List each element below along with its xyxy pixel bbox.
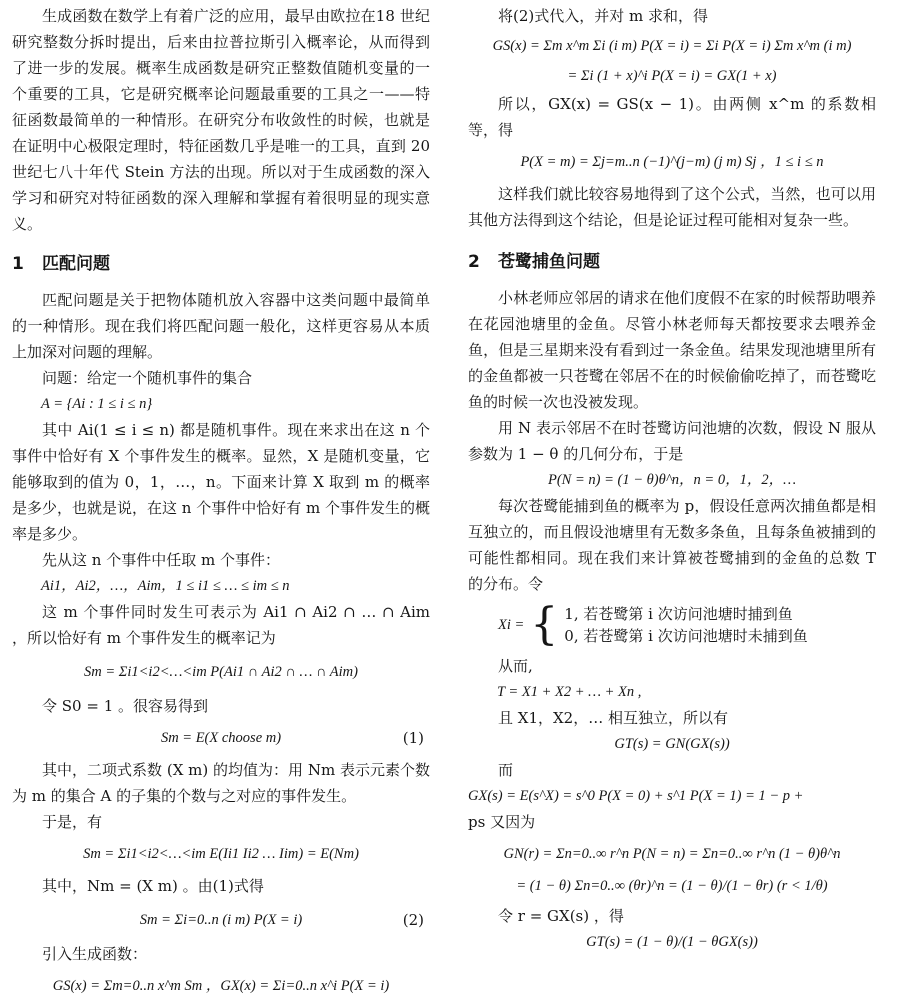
equation: Sm = Σi=0..n (i m) P(X = i)	[139, 912, 303, 928]
equation: GN(r) = Σn=0..∞ r^n P(N = n) = Σn=0..∞ r^n (1 − θ)θ^n	[503, 846, 841, 862]
equation-line	[12, 907, 430, 933]
paragraph: 小林老师应邻居的请求在他们度假不在家的时候帮助喂养在花园池塘里的金鱼。尽管小林老师每天都按要求去喂养金鱼，但是三星期来没有看到过一条金鱼。结果发现池塘里所有的金鱼都被一只苍鹭在邻居不在的时候偷偷吃掉了，而苍鹭吃鱼的时候一次也没被发现。	[468, 289, 876, 411]
equation: Sm = Σi1<i2<…<im E(Ii1 Ii2 … Iim) = E(Nm)	[83, 846, 359, 862]
equation: GS(x) = Σm=0..n x^m Sm ，GX(x) = Σi=0..n x^i P(X = i)	[52, 978, 390, 994]
equation: P(N = n) = (1 − θ)θ^n，n = 0，1，2，…	[548, 472, 796, 488]
paragraph: 从而,	[498, 657, 533, 675]
paragraph: 这样我们就比较容易地得到了这个公式，当然，也可以用其他方法得到这个结论，但是论证过程可能相对复杂一些。	[468, 185, 876, 229]
paragraph: 其中 Ai(1 ≤ i ≤ n) 都是随机事件。现在来求出在这 n 个事件中恰好有 X 个事件发生的概率。显然，X 是随机变量，它能够取到的值为 0，1，…，n。下面来计算 X 取到 m 的概率是多少，也就是说，在这 n 个事件中恰好有 m 个事件发生的概率是多少。	[12, 421, 430, 543]
equation: Ai1，Ai2，…，Aim，1 ≤ i1 ≤ … ≤ im ≤ n	[41, 578, 290, 594]
equation: Sm = E(X choose m)	[160, 730, 282, 746]
section-heading	[12, 251, 430, 277]
right-column	[468, 3, 876, 955]
section-title: 匹配问题	[42, 254, 110, 274]
equation: Sm = Σi1<i2<…<im P(Ai1 ∩ Ai2 ∩ … ∩ Aim)	[84, 664, 358, 680]
equation: GX(s) = E(s^X) = s^0 P(X = 0) + s^1 P(X = 1) = 1 − p +	[468, 788, 804, 804]
piecewise-definition	[498, 599, 876, 650]
paragraph: 令 r = GX(s) ，得	[498, 907, 624, 925]
paragraph: 所以，GX(x) = GS(x − 1)。由两侧 x^m 的系数相等，得	[468, 95, 876, 139]
paragraph: 而	[498, 761, 514, 779]
paragraph: ps 又因为	[468, 813, 536, 831]
equation-line	[12, 725, 430, 751]
paragraph: 问题：给定一个随机事件的集合	[42, 369, 253, 387]
intro-paragraph: 生成函数在数学上有着广泛的应用，最早由欧拉在18 世纪研究整数分拆时提出，后来由拉普拉斯引入概率论，从而得到了进一步的发展。概率生成函数是研究正整数值随机变量的一个重要的工具，它是研究概率论问题最重要的工具之一——特征函数最简单的一种情形。在研究分布收敛性的时候，也就是在证明中心极限定理时，特征函数几乎是唯一的工具，直到 20 世纪七八十年代 Stein 方法的出现。所以对于生成函数的深入学习和研究对特征函数的深入理解和掌握有着很明显的现实意义。	[12, 7, 430, 233]
equation: = (1 − θ) Σn=0..∞ (θr)^n = (1 − θ)/(1 − θr) (r < 1/θ)	[516, 878, 828, 894]
paragraph: 将(2)式代入，并对 m 求和，得	[498, 7, 709, 25]
paragraph: 于是，有	[42, 813, 103, 831]
section-number: 1	[12, 254, 24, 274]
paragraph: 匹配问题是关于把物体随机放入容器中这类问题中最简单的一种情形。现在我们将匹配问题一般化，这样更容易从本质上加深对问题的理解。	[12, 291, 430, 361]
piecewise-lhs: Xi =	[498, 617, 525, 633]
paragraph: 且 X1，X2，… 相互独立，所以有	[498, 709, 728, 727]
equation: GT(s) = GN(GX(s))	[614, 736, 730, 752]
equation: GS(x) = Σm x^m Σi (i m) P(X = i) = Σi P(X = i) Σm x^m (i m)	[492, 38, 852, 54]
section-number: 2	[468, 252, 480, 272]
case-one: 1, 若苍鹭第 i 次访问池塘时捕到鱼	[564, 605, 793, 623]
paragraph: 引入生成函数：	[42, 945, 148, 963]
left-column	[12, 3, 430, 1005]
paragraph: 其中，Nm = (X m) 。由(1)式得	[42, 877, 264, 895]
piecewise-cases	[564, 603, 807, 647]
equation: A = {Ai : 1 ≤ i ≤ n}	[41, 396, 153, 412]
equation-number: (1)	[402, 729, 424, 747]
paragraph: 用 N 表示邻居不在时苍鹭访问池塘的次数，假设 N 服从参数为 1 − θ 的几何分布，于是	[468, 419, 876, 463]
equation: = Σi (1 + x)^i P(X = i) = GX(1 + x)	[567, 68, 777, 84]
equation-number: (2)	[402, 911, 424, 929]
equation: P(X = m) = Σj=m..n (−1)^(j−m) (j m) Sj ，1 ≤ i ≤ n	[520, 154, 824, 170]
case-zero: 0, 若苍鹭第 i 次访问池塘时未捕到鱼	[564, 627, 808, 645]
paragraph: 令 S0 = 1 。很容易得到	[42, 697, 209, 715]
paragraph: 其中，二项式系数 (X m) 的均值为：用 Nm 表示元素个数为 m 的集合 A 的子集的个数与之对应的事件发生。	[12, 761, 430, 805]
equation: T = X1 + X2 + … + Xn ,	[497, 684, 642, 700]
paragraph: 先从这 n 个事件中任取 m 个事件：	[42, 551, 280, 569]
section-title: 苍鹭捕鱼问题	[498, 252, 600, 272]
equation: GT(s) = (1 − θ)/(1 − θGX(s))	[586, 934, 758, 950]
section-heading	[468, 249, 876, 275]
paragraph: 这 m 个事件同时发生可表示为 Ai1 ∩ Ai2 ∩ … ∩ Aim ，所以恰好有 m 个事件发生的概率记为	[12, 603, 430, 647]
left-brace-icon: {	[530, 599, 559, 650]
paragraph: 每次苍鹭能捕到鱼的概率为 p，假设任意两次捕鱼都是相互独立的，而且假设池塘里有无数多条鱼，且每条鱼被捕到的可能性都相同。现在我们来计算被苍鹭捕到的金鱼的总数 T 的分布。令	[468, 497, 876, 593]
